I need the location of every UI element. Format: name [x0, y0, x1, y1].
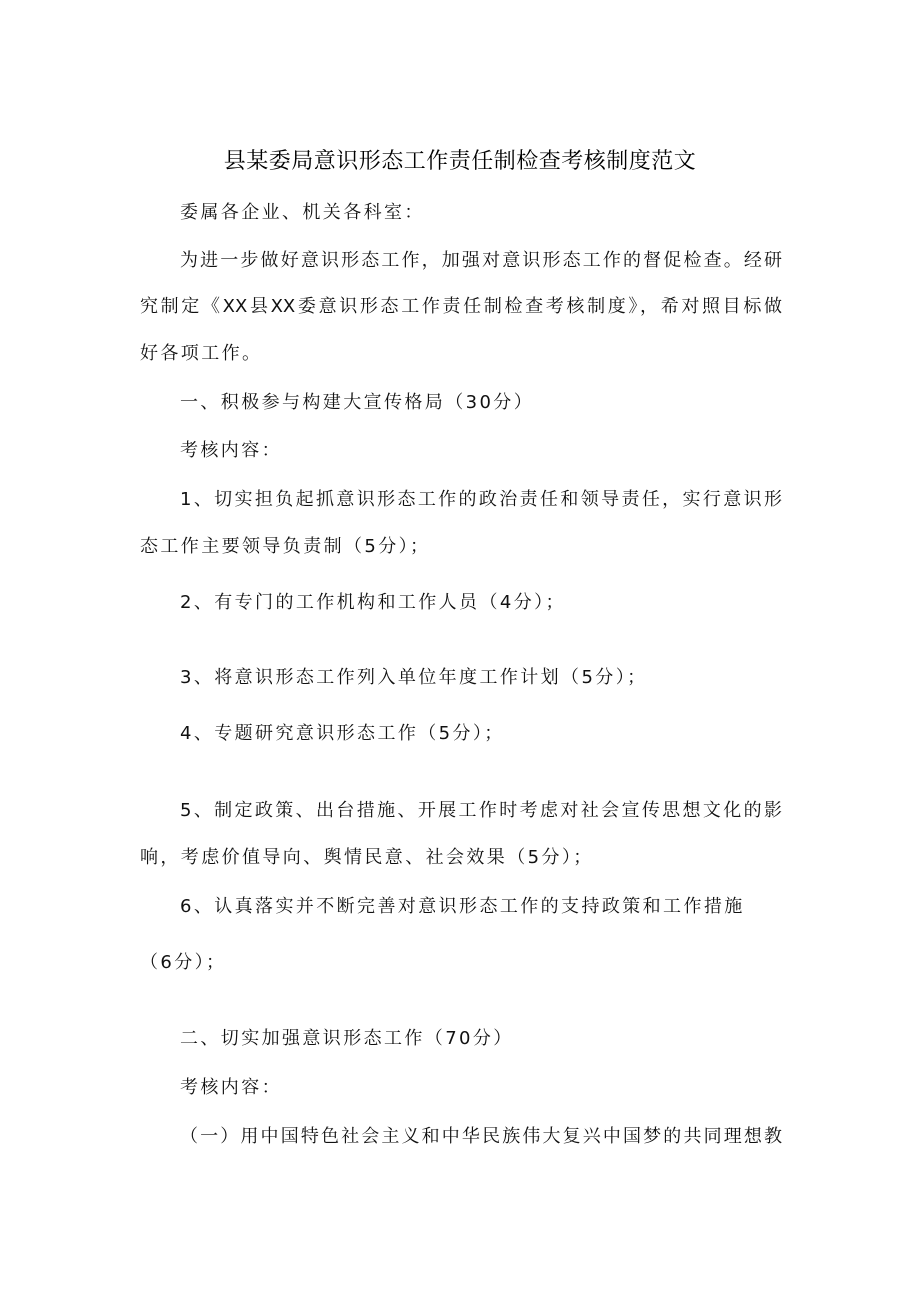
item-6-line-2: （6分）； [140, 952, 227, 973]
section-1-heading: 一、积极参与构建大宣传格局（30分） [180, 392, 535, 413]
item-3: 3、将意识形态工作列入单位年度工作计划（5分）； [180, 667, 648, 688]
item-1-line-2: 态工作主要领导负责制（5分）； [140, 536, 431, 557]
salutation: 委属各企业、机关各科室： [180, 202, 425, 223]
section-1-content-label: 考核内容： [180, 440, 282, 461]
item-5-line-1: 5、制定政策、出台措施、开展工作时考虑对社会宣传思想文化的影 [180, 800, 782, 821]
section-2-sub-1-line-1: （一）用中国特色社会主义和中华民族伟大复兴中国梦的共同理想教 [180, 1126, 782, 1147]
intro-line-2: 究制定《XX县XX委意识形态工作责任制检查考核制度》，希对照目标做 [140, 296, 782, 317]
item-5-line-2: 响，考虑价值导向、舆情民意、社会效果（5分）； [140, 847, 594, 868]
section-2-heading: 二、切实加强意识形态工作（70分） [180, 1028, 514, 1049]
item-6-line-1: 6、认真落实并不断完善对意识形态工作的支持政策和工作措施 [180, 896, 745, 917]
section-2-content-label: 考核内容： [180, 1077, 282, 1098]
document-title: 县某委局意识形态工作责任制检查考核制度范文 [223, 149, 697, 174]
intro-line-3: 好各项工作。 [140, 343, 263, 364]
item-2: 2、有专门的工作机构和工作人员（4分）； [180, 592, 566, 613]
item-4: 4、专题研究意识形态工作（5分）； [180, 723, 505, 744]
intro-line-1: 为进一步做好意识形态工作，加强对意识形态工作的督促检查。经研 [180, 250, 782, 271]
item-1-line-1: 1、切实担负起抓意识形态工作的政治责任和领导责任，实行意识形 [180, 489, 782, 510]
